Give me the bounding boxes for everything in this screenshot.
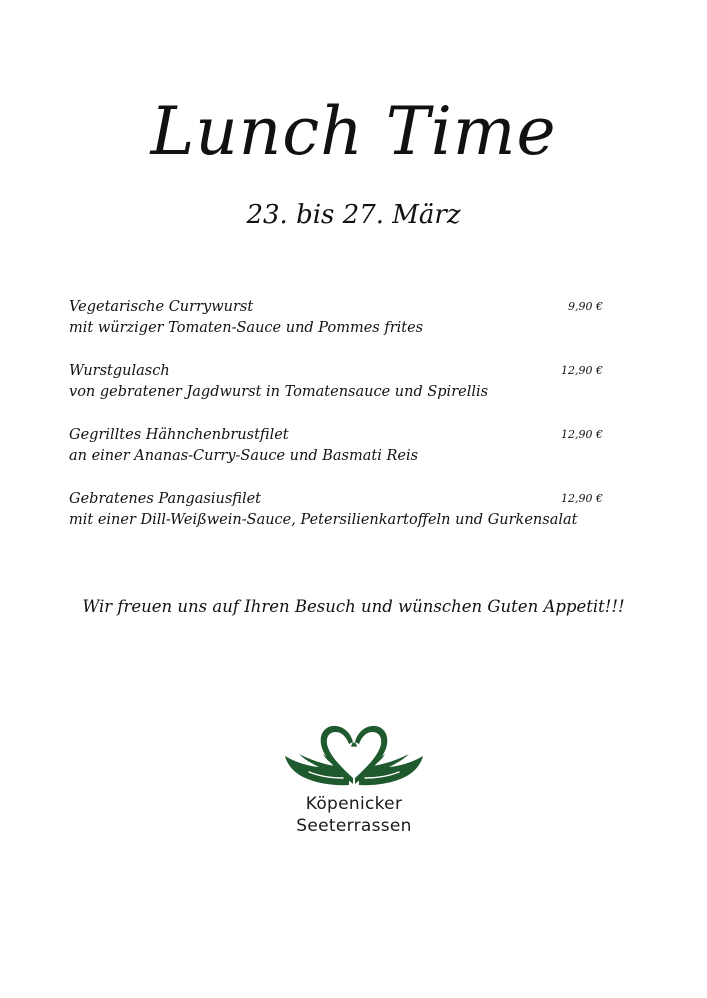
swan-heart-icon [279, 722, 429, 792]
menu-item-description: von gebratener Jagdwurst in Tomatensauce und Spirellis [69, 384, 489, 400]
closing-message: Wir freuen uns auf Ihren Besuch und wünschen Guten Appetit!!! [82, 597, 625, 616]
menu-item-name: Gebratenes Pangasiusfilet [69, 491, 261, 507]
menu-item-description: mit einer Dill-Weißwein-Sauce, Petersilienkartoffeln und Gurkensalat [69, 512, 578, 528]
menu-item [69, 360, 603, 424]
menu-item-price: 12,90 € [561, 428, 603, 441]
menu-item-price: 9,90 € [568, 300, 603, 313]
logo-text-line2: Seeterrassen [296, 816, 412, 836]
menu-item-price: 12,90 € [561, 492, 603, 505]
menu-item-name: Wurstgulasch [69, 363, 170, 379]
menu-item [69, 488, 603, 552]
logo-text-line1: Köpenicker [305, 794, 403, 814]
menu-item-name: Vegetarische Currywurst [69, 299, 254, 315]
page-title: Lunch Time [150, 93, 557, 170]
date-range: 23. bis 27. März [246, 200, 461, 230]
menu-item-description: an einer Ananas-Curry-Sauce und Basmati Reis [69, 448, 419, 464]
menu-item-description: mit würziger Tomaten-Sauce und Pommes frites [69, 320, 424, 336]
menu-item-price: 12,90 € [561, 364, 603, 377]
menu-item [69, 296, 603, 360]
restaurant-logo [279, 722, 429, 846]
menu-list [69, 296, 603, 552]
menu-item-name: Gegrilltes Hähnchenbrustfilet [69, 427, 289, 443]
menu-item [69, 424, 603, 488]
